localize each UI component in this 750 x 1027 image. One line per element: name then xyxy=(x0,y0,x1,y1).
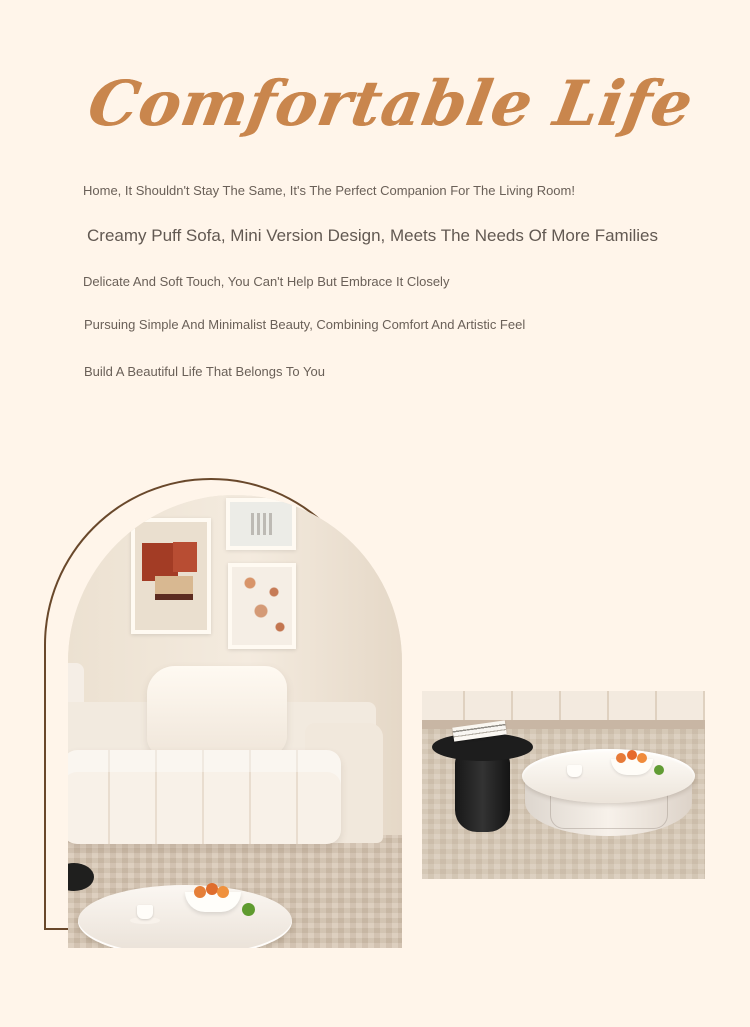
orange-fruit xyxy=(627,750,637,760)
green-fruit xyxy=(242,903,255,916)
intro-line-2: Creamy Puff Sofa, Mini Version Design, Meets The Needs Of More Families xyxy=(87,226,658,245)
intro-line-1: Home, It Shouldn't Stay The Same, It's The Perfect Companion For The Living Room! xyxy=(83,183,575,198)
coffee-cup xyxy=(567,765,582,777)
orange-fruit xyxy=(637,753,647,763)
abstract-brown-line xyxy=(155,594,193,600)
abstract-rust-block xyxy=(173,542,197,572)
coffee-cup xyxy=(137,905,153,919)
sofa-edge xyxy=(422,691,705,720)
abstract-framed-artwork xyxy=(131,518,211,634)
intro-line-3: Delicate And Soft Touch, You Can't Help But Embrace It Closely xyxy=(83,274,450,289)
round-coffee-tables-photo xyxy=(422,691,705,879)
black-pedestal-base xyxy=(455,751,510,832)
creamy-sofa-living-room-photo xyxy=(68,495,402,948)
orange-fruit xyxy=(194,886,206,898)
intro-line-4: Pursuing Simple And Minimalist Beauty, Combining Comfort And Artistic Feel xyxy=(84,317,526,332)
sofa-pillow xyxy=(147,666,287,756)
small-framed-artwork xyxy=(226,498,296,550)
white-coffee-table-top xyxy=(522,749,695,803)
tufted-sofa-seat xyxy=(68,750,341,844)
orange-fruit xyxy=(217,886,229,898)
intro-line-5: Build A Beautiful Life That Belongs To You xyxy=(84,364,325,379)
page-title: Comfortable Life xyxy=(82,67,699,140)
green-fruit xyxy=(654,765,664,775)
floral-framed-artwork xyxy=(228,563,296,649)
orange-fruit xyxy=(616,753,626,763)
small-artwork-pattern xyxy=(251,513,273,535)
